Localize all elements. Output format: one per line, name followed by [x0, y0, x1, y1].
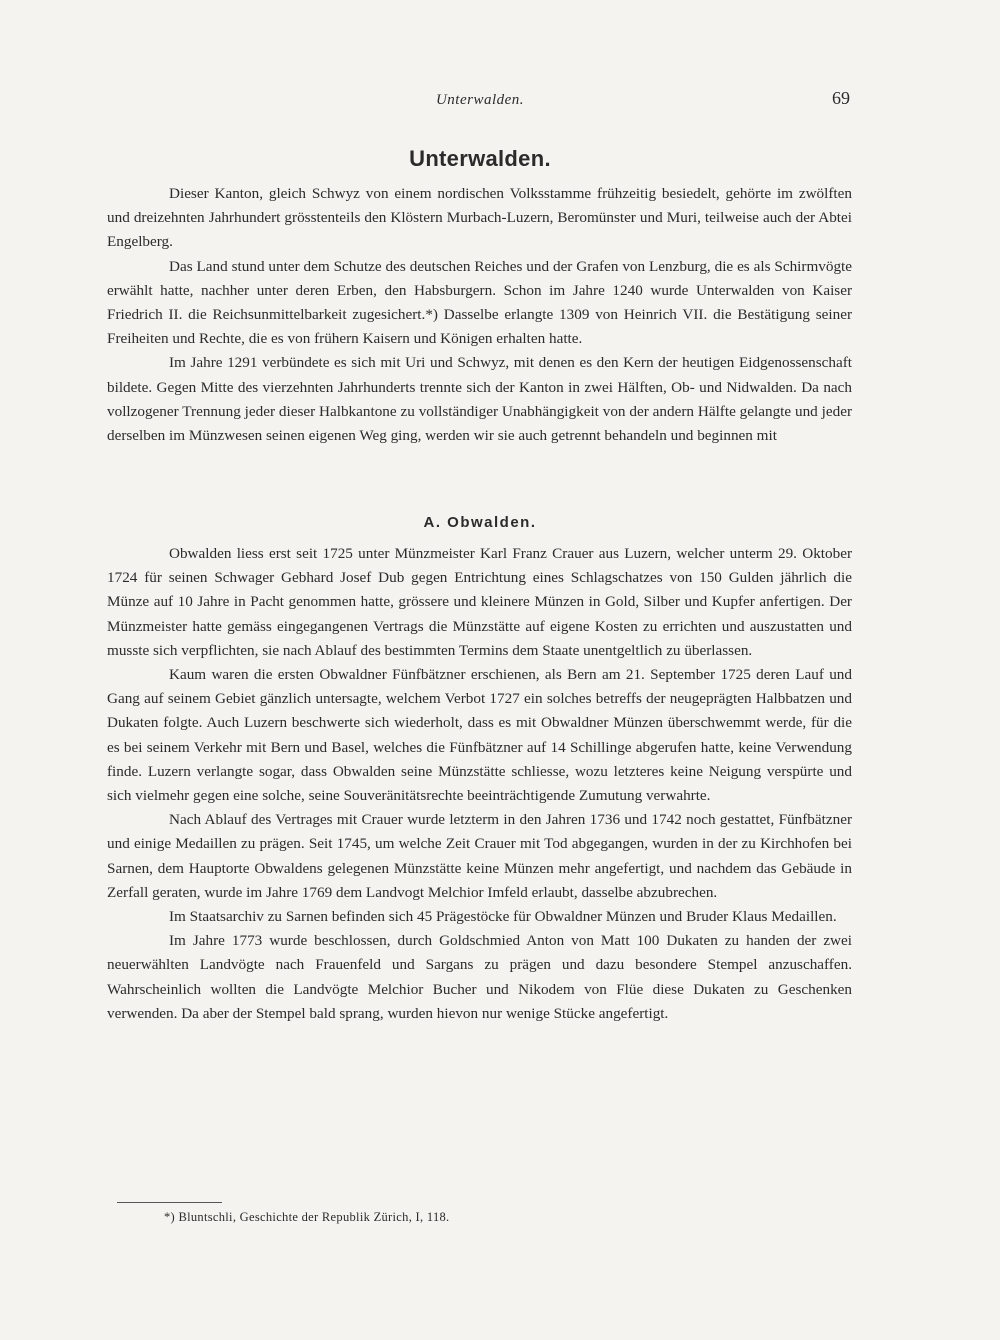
paragraph: Kaum waren die ersten Obwaldner Fünfbätzner erschienen, als Bern am 21. September 1725 deren Lauf und Gang auf seinem Gebiet gänzlich untersagte, welchem Verbot 1727 ein solches betreffs der neugeprägten Halbbatzen und Dukaten folgte. Auch Luzern beschwerte sich wiederholt, dass es mit Obwaldner Münzen überschwemmt werde, für die es bei seinem Verkehr mit Bern und Basel, welches die Fünfbätzner auf 14 Schillinge abgerufen hatte, keine Verwendung finde. Luzern verlangte sogar, dass Obwalden seine Münzstätte schliesse, wozu letzteres keine Neigung verspürte und sich vielmehr gegen eine solche, seine Souveränitätsrechte beeinträchtigende Zumutung verwahrte.: [107, 666, 852, 805]
paragraph: Dieser Kanton, gleich Schwyz von einem nordischen Volksstamme frühzeitig besiedelt, gehörte im zwölften und dreizehnten Jahrhundert grösstenteils den Klöstern Murbach-Luzern, Beromünster und Muri, teilweise auch der Abtei Engelberg.: [107, 185, 852, 251]
footnote: *) Bluntschli, Geschichte der Republik Zürich, I, 118.: [164, 1210, 450, 1224]
paragraph: Im Jahre 1773 wurde beschlossen, durch Goldschmied Anton von Matt 100 Dukaten zu handen der zwei neuerwählten Landvögte nach Frauenfeld und Sargans zu prägen und dazu besondere Stempel anzuschaffen. Wahrscheinlich wollten die Landvögte Melchior Bucher und Nikodem von Flüe diese Dukaten zu Geschenken verwenden. Da aber der Stempel bald sprang, wurden hievon nur wenige Stücke angefertigt.: [107, 932, 852, 1022]
chapter-title: Unterwalden.: [409, 146, 551, 171]
footnote-divider: [117, 1202, 222, 1203]
running-head: [0, 88, 1000, 116]
paragraph: Obwalden liess erst seit 1725 unter Münzmeister Karl Franz Crauer aus Luzern, welcher unterm 29. Oktober 1724 für seinen Schwager Gebhard Josef Dub gegen Entrichtung eines Schlagschatzes von 150 Gulden jährlich die Münze auf 10 Jahre in Pacht genommen hatte, grössere und kleinere Münzen in Gold, Silber und Kupfer anfertigen. Der Münzmeister hatte gemäss eingegangenen Vertrags die Münzstätte auf eigene Kosten zu errichten und auszustatten und musste sich verpflichten, sie nach Ablauf des bestimmten Termins dem Staate unentgeltlich zu überlassen.: [107, 545, 852, 659]
paragraph: Nach Ablauf des Vertrages mit Crauer wurde letzterm in den Jahren 1736 und 1742 noch gestattet, Fünfbätzner und einige Medaillen zu prägen. Seit 1745, um welche Zeit Crauer mit Tod abgegangen, wurden in der zu Kirchhofen bei Sarnen, dem Hauptorte Obwaldens gelegenen Münzstätte keine Münzen mehr angefertigt, und nachdem das Gebäude in Zerfall geraten, wurde im Jahre 1769 dem Landvogt Melchior Imfeld erlaubt, dasselbe abzubrechen.: [107, 811, 852, 901]
paragraph: Im Jahre 1291 verbündete es sich mit Uri und Schwyz, mit denen es den Kern der heutigen Eidgenossenschaft bildete. Gegen Mitte des vierzehnten Jahrhunderts trennte sich der Kanton in zwei Hälften, Ob- und Nidwalden. Da nach vollzogener Trennung jeder dieser Halbkantone zu vollständiger Unabhängigkeit von der andern Hälfte gelangte und jeder derselben im Münzwesen seinen eigenen Weg ging, werden wir sie auch getrennt behandeln und beginnen mit: [107, 354, 852, 445]
section-heading: A. Obwalden.: [423, 514, 537, 531]
running-title: Unterwalden.: [435, 92, 525, 108]
paragraph: Im Staatsarchiv zu Sarnen befinden sich 45 Prägestöcke für Obwaldner Münzen und Bruder Klaus Medaillen.: [169, 908, 837, 926]
page-number: 69: [832, 88, 850, 108]
intro-text: [107, 182, 852, 448]
section-text: [107, 542, 852, 1026]
paragraph: Das Land stund unter dem Schutze des deutschen Reiches und der Grafen von Lenzburg, die es als Schirmvögte erwählt hatte, nachher unter deren Erben, den Habsburgern. Schon im Jahre 1240 wurde Unterwalden von Kaiser Friedrich II. die Reichsunmittelbarkeit zugesichert.*) Dasselbe erlangte 1309 von Heinrich VII. die Bestätigung seiner Freiheiten und Rechte, die es von frühern Kaisern und Königen erhalten hatte.: [107, 257, 852, 348]
